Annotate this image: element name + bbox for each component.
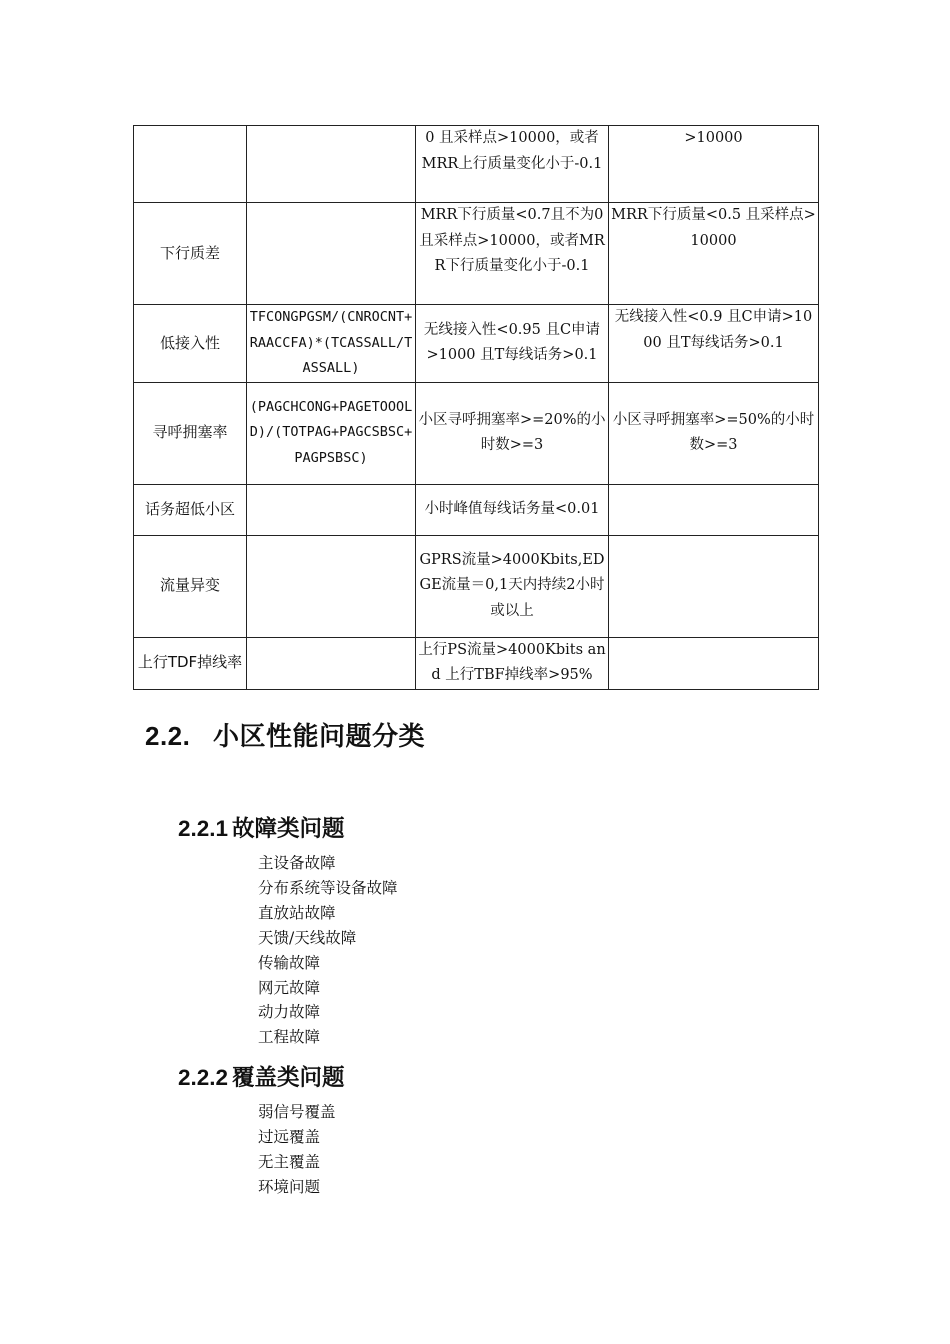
metric-name-cell xyxy=(134,126,247,203)
condition-cell xyxy=(609,484,819,535)
subsection-number: 2.2.1 xyxy=(178,816,229,841)
table-row xyxy=(134,305,819,383)
list-item: 动力故障 xyxy=(258,1003,321,1022)
subsection-title: 故障类问题 xyxy=(232,816,345,841)
condition-cell: MRR下行质量<0.7且不为0 且采样点>10000，或者MRR下行质量变化小于-0.1 xyxy=(416,203,609,305)
metric-name-cell: 下行质差 xyxy=(134,203,247,305)
condition-cell: 无线接入性<0.9 且C申请>1000 且T每线话务>0.1 xyxy=(609,305,819,383)
section-number: 2.2. xyxy=(145,721,191,751)
formula-cell xyxy=(247,126,416,203)
table-row xyxy=(134,382,819,484)
metric-name-cell: 话务超低小区 xyxy=(134,484,247,535)
list-item: 主设备故障 xyxy=(258,854,336,872)
list-item: 过远覆盖 xyxy=(258,1127,321,1146)
subsection-heading-coverage xyxy=(178,1060,345,1092)
subsection-number: 2.2.2 xyxy=(178,1065,229,1090)
condition-cell: 小时峰值每线话务量<0.01 xyxy=(416,484,609,535)
list-item: 传输故障 xyxy=(258,953,321,972)
formula-cell: (PAGCHCONG+PAGETOOOLD)/(TOTPAG+PAGCSBSC+PAGPSBSC) xyxy=(247,382,416,484)
list-item: 分布系统等设备故障 xyxy=(258,878,398,897)
metric-name-cell: 低接入性 xyxy=(134,305,247,383)
formula-cell xyxy=(247,484,416,535)
list-item: 天馈/天线故障 xyxy=(258,928,357,947)
section-heading xyxy=(145,716,425,753)
list-item: 工程故障 xyxy=(258,1028,321,1047)
condition-cell: 上行PS流量>4000Kbits and 上行TBF掉线率>95% xyxy=(416,637,609,689)
table-row xyxy=(134,203,819,305)
condition-cell: 小区寻呼拥塞率>=50%的小时数>=3 xyxy=(609,382,819,484)
table-row xyxy=(134,126,819,203)
formula-cell xyxy=(247,535,416,637)
coverage-list xyxy=(258,1100,336,1200)
section-title: 小区性能问题分类 xyxy=(213,721,426,751)
metric-name-cell: 流量异变 xyxy=(134,535,247,637)
metrics-table xyxy=(133,125,819,690)
condition-cell xyxy=(609,637,819,689)
condition-cell xyxy=(609,535,819,637)
metric-name-cell: 寻呼拥塞率 xyxy=(134,382,247,484)
list-item: 弱信号覆盖 xyxy=(258,1103,336,1121)
metric-name-cell: 上行TDF掉线率 xyxy=(134,637,247,689)
condition-cell: >10000 xyxy=(609,126,819,203)
fault-list xyxy=(258,851,398,1050)
formula-cell: TFCONGPGSM/(CNROCNT+RAACCFA)*(TCASSALL/TASSALL) xyxy=(247,305,416,383)
table-row xyxy=(134,535,819,637)
condition-cell: 小区寻呼拥塞率>=20%的小时数>=3 xyxy=(416,382,609,484)
list-item: 无主覆盖 xyxy=(258,1152,321,1171)
formula-cell xyxy=(247,203,416,305)
subsection-heading-fault xyxy=(178,811,345,843)
condition-cell: 无线接入性<0.95 且C申请>1000 且T每线话务>0.1 xyxy=(416,305,609,383)
list-item: 环境问题 xyxy=(258,1177,321,1196)
formula-cell xyxy=(247,637,416,689)
list-item: 直放站故障 xyxy=(258,903,336,922)
condition-cell: GPRS流量>4000Kbits,EDGE流量＝0,1天内持续2小时或以上 xyxy=(416,535,609,637)
subsection-title: 覆盖类问题 xyxy=(232,1065,345,1090)
condition-cell: MRR下行质量<0.5 且采样点>10000 xyxy=(609,203,819,305)
list-item: 网元故障 xyxy=(258,978,321,997)
condition-cell: 0 且采样点>10000，或者MRR上行质量变化小于-0.1 xyxy=(416,126,609,203)
table-row xyxy=(134,484,819,535)
table-row xyxy=(134,637,819,689)
